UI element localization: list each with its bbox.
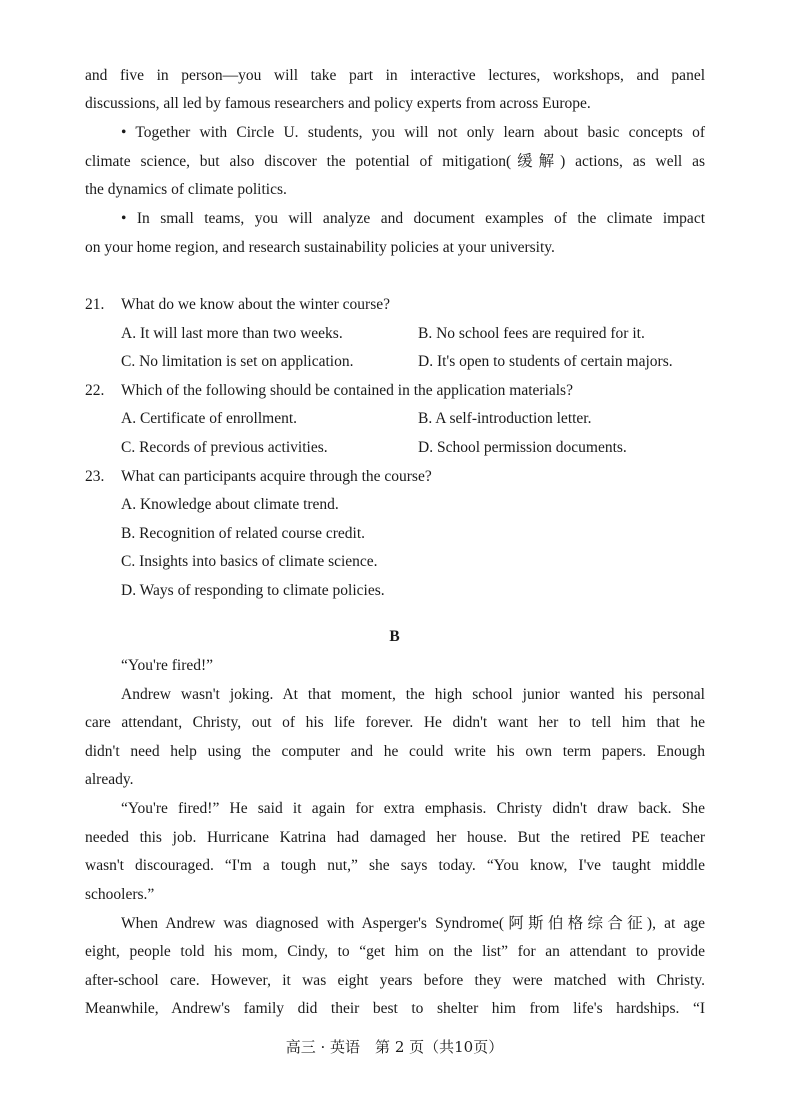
passage-b-line: “You're fired!” He said it again for extra emphasis. Christy didn't draw back. She xyxy=(121,800,705,817)
passage-b-line: When Andrew was diagnosed with Asperger's Syndrome(阿斯伯格综合征), at age xyxy=(121,915,705,932)
bullet-item-continuation: on your home region, and research sustainability policies at your university. xyxy=(85,239,555,256)
option-c[interactable]: C. No limitation is set on application. xyxy=(121,353,354,370)
passage-b-line: needed this job. Hurricane Katrina had damaged her house. But the retired PE teacher xyxy=(85,829,705,846)
option-d[interactable]: D. School permission documents. xyxy=(418,439,627,456)
passage-b-line: care attendant, Christy, out of his life forever. He didn't want her to tell him that he xyxy=(85,714,705,731)
passage-b-line: wasn't discouraged. “I'm a tough nut,” she says today. “You know, I've taught middle xyxy=(85,857,705,874)
question-number: 23. xyxy=(85,468,105,485)
option-a[interactable]: A. It will last more than two weeks. xyxy=(121,325,343,342)
option-b[interactable]: B. Recognition of related course credit. xyxy=(121,525,366,542)
passage-b-line: eight, people told his mom, Cindy, to “get him on the list” for an attendant to provide xyxy=(85,943,705,960)
option-d[interactable]: D. Ways of responding to climate policies. xyxy=(121,582,385,599)
option-d[interactable]: D. It's open to students of certain majors. xyxy=(418,353,673,370)
passage-b-line: Meanwhile, Andrew's family did their best to shelter him from life's hardships. “I xyxy=(85,1000,705,1017)
bullet-item: • Together with Circle U. students, you will not only learn about basic concepts of xyxy=(121,124,705,141)
page-footer: 高三 · 英语 第 2 页（共10页） xyxy=(285,1038,504,1056)
passage-b-line: “You're fired!” xyxy=(121,657,214,674)
question-number: 21. xyxy=(85,296,105,313)
passage-b-line: schoolers.” xyxy=(85,886,155,903)
option-c[interactable]: C. Insights into basics of climate science. xyxy=(121,553,378,570)
passage-b-line: after-school care. However, it was eight years before they were matched with Christy. xyxy=(85,972,705,989)
passage-a-line: discussions, all led by famous researchers and policy experts from across Europe. xyxy=(85,95,591,112)
bullet-item-continuation: the dynamics of climate politics. xyxy=(85,181,287,198)
passage-b-line: didn't need help using the computer and he could write his own term papers. Enough xyxy=(85,743,705,760)
question-text: What do we know about the winter course? xyxy=(121,296,391,313)
passage-a-line: and five in person—you will take part in interactive lectures, workshops, and panel xyxy=(85,67,705,84)
option-a[interactable]: A. Certificate of enrollment. xyxy=(121,410,298,427)
option-b[interactable]: B. A self-introduction letter. xyxy=(418,410,592,427)
question-text: Which of the following should be contained in the application materials? xyxy=(121,382,573,399)
passage-b-line: Andrew wasn't joking. At that moment, the high school junior wanted his personal xyxy=(121,686,705,703)
question-text: What can participants acquire through the course? xyxy=(121,468,432,485)
option-a[interactable]: A. Knowledge about climate trend. xyxy=(121,496,339,513)
section-heading: B xyxy=(389,628,400,645)
option-b[interactable]: B. No school fees are required for it. xyxy=(418,325,645,342)
bullet-item: • In small teams, you will analyze and document examples of the climate impact xyxy=(121,210,705,227)
question-number: 22. xyxy=(85,382,105,399)
option-c[interactable]: C. Records of previous activities. xyxy=(121,439,328,456)
bullet-item-continuation: climate science, but also discover the potential of mitigation(缓解) actions, as well as xyxy=(85,153,705,170)
passage-b-line: already. xyxy=(85,771,134,788)
